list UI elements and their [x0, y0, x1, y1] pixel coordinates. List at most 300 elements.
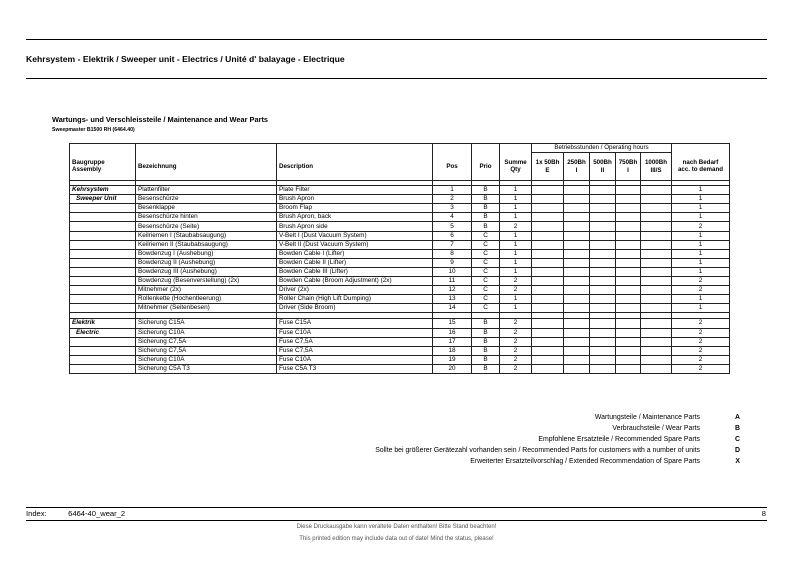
hours-cell — [616, 277, 641, 286]
col-description: Description — [277, 153, 433, 181]
bezeichnung-cell: Keilriemen II (Staubabsaugung) — [136, 240, 277, 249]
demand-cell: 2 — [672, 346, 730, 355]
bezeichnung-cell: Sicherung C10A — [136, 328, 277, 337]
legend-row — [240, 412, 740, 423]
assembly-cell — [70, 295, 136, 304]
hours-cell — [532, 319, 564, 328]
description-cell: Driver (Side Broom) — [277, 304, 433, 313]
table-row — [70, 319, 730, 328]
prio-cell: B — [472, 186, 500, 195]
legend-code: C — [735, 436, 740, 443]
qty-cell: 1 — [500, 304, 532, 313]
legend-text: Empfohlene Ersatzteile / Recommended Spare Parts — [538, 436, 700, 443]
demand-cell: 2 — [672, 277, 730, 286]
hours-cell — [532, 213, 564, 222]
hours-cell — [532, 295, 564, 304]
hours-cell — [532, 355, 564, 364]
description-cell: Fuse C7,5A — [277, 346, 433, 355]
pos-cell: 20 — [433, 364, 472, 373]
hours-cell — [641, 213, 672, 222]
demand-cell: 1 — [672, 258, 730, 267]
hours-cell — [616, 304, 641, 313]
qty-cell: 1 — [500, 195, 532, 204]
hours-cell — [641, 355, 672, 364]
footer-bottom-rule — [26, 520, 767, 521]
description-cell: V-Belt I (Dust Vacuum System) — [277, 231, 433, 240]
hours-cell — [641, 364, 672, 373]
hours-cell — [532, 277, 564, 286]
table-row — [70, 346, 730, 355]
hours-cell — [590, 328, 616, 337]
bezeichnung-cell: Besenschürze (Seite) — [136, 222, 277, 231]
hours-cell — [641, 240, 672, 249]
demand-cell: 1 — [672, 195, 730, 204]
pos-cell: 1 — [433, 186, 472, 195]
assembly-cell — [70, 267, 136, 276]
pos-cell: 13 — [433, 295, 472, 304]
footer-index — [26, 509, 125, 518]
notice-english: This printed edition may include data out of date! Mind the status, please! — [299, 536, 494, 542]
bezeichnung-cell: Besenschürze — [136, 195, 277, 204]
hours-cell — [590, 204, 616, 213]
hours-cell — [616, 328, 641, 337]
parts-table-body — [70, 144, 730, 374]
header-bottom-rule — [26, 78, 767, 79]
table-row — [70, 258, 730, 267]
hours-cell — [641, 328, 672, 337]
pos-cell: 10 — [433, 267, 472, 276]
hours-cell — [616, 249, 641, 258]
table-row — [70, 222, 730, 231]
bezeichnung-cell: Keilriemen I (Staubabsaugung) — [136, 231, 277, 240]
hours-cell — [532, 328, 564, 337]
hours-cell — [564, 277, 590, 286]
table-row — [70, 195, 730, 204]
hours-cell — [564, 337, 590, 346]
hours-cell — [641, 258, 672, 267]
prio-cell: C — [472, 249, 500, 258]
hours-cell — [616, 222, 641, 231]
hours-cell — [564, 346, 590, 355]
table-row — [70, 186, 730, 195]
bezeichnung-cell: Sicherung C15A — [136, 319, 277, 328]
section-subtitle: Sweepmaster B1500 RH (6464.40) — [52, 127, 135, 133]
prio-cell: B — [472, 213, 500, 222]
assembly-cell — [70, 304, 136, 313]
bezeichnung-cell: Besenklappe — [136, 204, 277, 213]
hours-cell — [641, 346, 672, 355]
qty-cell: 1 — [500, 204, 532, 213]
table-row — [70, 249, 730, 258]
description-cell: Roller Chain (High Lift Dumping) — [277, 295, 433, 304]
hours-cell — [616, 267, 641, 276]
legend-text: Wartungsteile / Maintenance Parts — [594, 414, 700, 421]
hours-cell — [590, 346, 616, 355]
hours-cell — [616, 213, 641, 222]
bezeichnung-cell: Besenschürze hinten — [136, 213, 277, 222]
hours-cell — [616, 286, 641, 295]
description-cell: Fuse C10A — [277, 328, 433, 337]
prio-cell: B — [472, 364, 500, 373]
demand-cell: 2 — [672, 364, 730, 373]
demand-cell: 1 — [672, 249, 730, 258]
pos-cell: 17 — [433, 337, 472, 346]
qty-cell: 1 — [500, 295, 532, 304]
hours-cell — [564, 240, 590, 249]
hours-cell — [590, 355, 616, 364]
hours-cell — [590, 267, 616, 276]
description-cell: Fuse C15A — [277, 319, 433, 328]
hours-cell — [532, 364, 564, 373]
hours-cell — [564, 295, 590, 304]
demand-cell: 1 — [672, 240, 730, 249]
legend-row — [240, 445, 740, 456]
assembly-cell — [70, 204, 136, 213]
assembly-cell — [70, 240, 136, 249]
demand-cell: 2 — [672, 337, 730, 346]
assembly-cell — [70, 355, 136, 364]
pos-cell: 8 — [433, 249, 472, 258]
assembly-label: Electric — [70, 328, 136, 337]
prio-cell: B — [472, 355, 500, 364]
legend-code: D — [735, 447, 740, 454]
hours-cell — [590, 304, 616, 313]
bezeichnung-cell: Bowdenzug I (Aushebung) — [136, 249, 277, 258]
table-row — [70, 213, 730, 222]
header-top-rule — [26, 39, 767, 40]
prio-cell: C — [472, 258, 500, 267]
hours-cell — [564, 258, 590, 267]
hours-cell — [641, 222, 672, 231]
pos-cell: 9 — [433, 258, 472, 267]
description-cell: Driver (2x) — [277, 286, 433, 295]
pos-cell: 19 — [433, 355, 472, 364]
hours-cell — [590, 364, 616, 373]
pos-cell: 14 — [433, 304, 472, 313]
prio-cell: C — [472, 277, 500, 286]
hours-cell — [590, 186, 616, 195]
hours-cell — [641, 195, 672, 204]
hours-cell — [532, 249, 564, 258]
assembly-cell — [70, 277, 136, 286]
prio-cell: C — [472, 286, 500, 295]
col-prio: Prio — [472, 153, 500, 181]
hours-cell — [564, 328, 590, 337]
hours-cell — [590, 222, 616, 231]
hours-cell — [564, 267, 590, 276]
hours-cell — [564, 195, 590, 204]
hours-cell — [616, 195, 641, 204]
prio-cell: C — [472, 295, 500, 304]
col-bezeichnung: Bezeichnung — [136, 153, 277, 181]
table-row — [70, 295, 730, 304]
prio-cell: B — [472, 204, 500, 213]
hours-cell — [641, 186, 672, 195]
table-row — [70, 364, 730, 373]
hours-cell — [564, 213, 590, 222]
col-qty: Summe Qty — [500, 153, 532, 181]
bezeichnung-cell: Plattenfilter — [136, 186, 277, 195]
qty-cell: 1 — [500, 249, 532, 258]
description-cell: Broom Flap — [277, 204, 433, 213]
demand-cell: 1 — [672, 295, 730, 304]
legend-text: Verbrauchsteile / Wear Parts — [612, 425, 700, 432]
hours-cell — [616, 204, 641, 213]
assembly-cell — [70, 222, 136, 231]
qty-cell: 1 — [500, 267, 532, 276]
qty-cell: 2 — [500, 286, 532, 295]
hours-cell — [641, 319, 672, 328]
prio-cell: B — [472, 222, 500, 231]
col-750bh: 750Bh I — [616, 153, 641, 181]
col-demand: nach Bedarf acc. to demand — [672, 153, 730, 181]
hours-cell — [616, 346, 641, 355]
table-row — [70, 286, 730, 295]
prio-cell: B — [472, 346, 500, 355]
demand-cell: 2 — [672, 328, 730, 337]
hours-cell — [616, 364, 641, 373]
hours-cell — [590, 249, 616, 258]
header-title: Kehrsystem - Elektrik / Sweeper unit - Electrics / Unité d' balayage - Electrique — [26, 54, 345, 64]
hours-cell — [564, 222, 590, 231]
bezeichnung-cell: Rollenkette (Hochentleerung) — [136, 295, 277, 304]
bezeichnung-cell: Bowdenzug III (Aushebung) — [136, 267, 277, 276]
qty-cell: 1 — [500, 213, 532, 222]
hours-cell — [616, 337, 641, 346]
footer-top-rule — [26, 507, 767, 508]
hours-cell — [564, 355, 590, 364]
hours-cell — [616, 258, 641, 267]
index-value: 6464-40_wear_2 — [68, 509, 126, 518]
qty-cell: 2 — [500, 337, 532, 346]
legend-row — [240, 423, 740, 434]
table-row — [70, 267, 730, 276]
assembly-cell — [70, 231, 136, 240]
hours-cell — [564, 319, 590, 328]
pos-cell: 18 — [433, 346, 472, 355]
demand-cell: 1 — [672, 186, 730, 195]
bezeichnung-cell: Mitnehmer (Seitenbesen) — [136, 304, 277, 313]
bezeichnung-cell: Bowdenzug (Besenverstellung) (2x) — [136, 277, 277, 286]
col-pos: Pos — [433, 153, 472, 181]
prio-cell: B — [472, 319, 500, 328]
notice-german: Diese Druckausgabe kann veraltete Daten enthalten! Bitte Stand beachten! — [296, 524, 497, 530]
bezeichnung-cell: Sicherung C7,5A — [136, 337, 277, 346]
hours-cell — [532, 304, 564, 313]
description-cell: Fuse C5A T3 — [277, 364, 433, 373]
demand-cell: 2 — [672, 222, 730, 231]
col-assembly: Baugruppe Assembly — [70, 153, 136, 181]
hours-cell — [641, 286, 672, 295]
hours-cell — [616, 319, 641, 328]
description-cell: Bowden Cable (Broom Adjustment) (2x) — [277, 277, 433, 286]
table-header-row-group — [70, 144, 730, 153]
prio-cell: B — [472, 195, 500, 204]
hours-cell — [532, 240, 564, 249]
pos-cell: 11 — [433, 277, 472, 286]
hours-cell — [532, 222, 564, 231]
bezeichnung-cell: Sicherung C5A T3 — [136, 364, 277, 373]
table-row — [70, 277, 730, 286]
assembly-cell — [70, 213, 136, 222]
description-cell: Brush Apron — [277, 195, 433, 204]
hours-cell — [564, 286, 590, 295]
pos-cell: 4 — [433, 213, 472, 222]
hours-cell — [616, 240, 641, 249]
demand-cell: 1 — [672, 304, 730, 313]
description-cell: V-Belt II (Dust Vacuum System) — [277, 240, 433, 249]
hours-cell — [564, 204, 590, 213]
hours-cell — [590, 295, 616, 304]
pos-cell: 15 — [433, 319, 472, 328]
description-cell: Fuse C10A — [277, 355, 433, 364]
assembly-label: Elektrik — [70, 319, 136, 328]
operating-hours-header: Betriebsstunden / Operating hours — [532, 144, 672, 153]
hours-cell — [590, 319, 616, 328]
bezeichnung-cell: Bowdenzug II (Aushebung) — [136, 258, 277, 267]
description-cell: Plate Filter — [277, 186, 433, 195]
hours-cell — [616, 231, 641, 240]
assembly-cell — [70, 346, 136, 355]
pos-cell: 3 — [433, 204, 472, 213]
legend-code: X — [735, 458, 740, 465]
hours-cell — [590, 337, 616, 346]
hours-cell — [564, 364, 590, 373]
hours-cell — [532, 337, 564, 346]
pos-cell: 6 — [433, 231, 472, 240]
legend-code: A — [735, 414, 740, 421]
section-title: Wartungs- und Verschleissteile / Maintenance and Wear Parts — [52, 115, 269, 124]
qty-cell: 2 — [500, 355, 532, 364]
assembly-cell — [70, 286, 136, 295]
hours-cell — [564, 304, 590, 313]
legend-row — [240, 434, 740, 445]
table-row — [70, 328, 730, 337]
pos-cell: 16 — [433, 328, 472, 337]
demand-cell: 1 — [672, 267, 730, 276]
prio-cell: C — [472, 231, 500, 240]
legend-code: B — [735, 425, 740, 432]
description-cell: Fuse C7,5A — [277, 337, 433, 346]
assembly-cell — [70, 364, 136, 373]
bezeichnung-cell: Sicherung C10A — [136, 355, 277, 364]
index-label: Index: — [26, 509, 47, 518]
demand-cell: 2 — [672, 355, 730, 364]
hours-cell — [532, 186, 564, 195]
description-cell: Brush Apron side — [277, 222, 433, 231]
hours-cell — [564, 186, 590, 195]
hours-cell — [641, 337, 672, 346]
pos-cell: 7 — [433, 240, 472, 249]
parts-table — [69, 143, 730, 374]
hours-cell — [532, 258, 564, 267]
qty-cell: 2 — [500, 222, 532, 231]
hours-cell — [532, 231, 564, 240]
hours-cell — [641, 231, 672, 240]
assembly-label: Kehrsystem — [70, 186, 136, 195]
table-row — [70, 231, 730, 240]
prio-cell: C — [472, 240, 500, 249]
description-cell: Bowden Cable I (Lifter) — [277, 249, 433, 258]
pos-cell: 12 — [433, 286, 472, 295]
hours-cell — [590, 231, 616, 240]
table-row — [70, 204, 730, 213]
pos-cell: 5 — [433, 222, 472, 231]
col-250bh: 250Bh I — [564, 153, 590, 181]
legend-row — [240, 456, 740, 467]
hours-cell — [532, 204, 564, 213]
hours-cell — [564, 249, 590, 258]
hours-cell — [590, 195, 616, 204]
prio-cell: B — [472, 328, 500, 337]
hours-cell — [616, 355, 641, 364]
demand-cell: 1 — [672, 231, 730, 240]
priority-legend — [240, 412, 740, 467]
hours-cell — [641, 204, 672, 213]
table-row — [70, 337, 730, 346]
hours-cell — [590, 277, 616, 286]
legend-text: Erweiterter Ersatzteilvorschlag / Extended Recommendation of Spare Parts — [470, 458, 700, 465]
hours-cell — [532, 346, 564, 355]
table-row — [70, 240, 730, 249]
hours-cell — [590, 213, 616, 222]
table-header-row — [70, 153, 730, 181]
col-1000bh: 1000Bh III/S — [641, 153, 672, 181]
page-number: 8 — [761, 509, 766, 518]
demand-cell: 1 — [672, 213, 730, 222]
hours-cell — [641, 304, 672, 313]
demand-cell: 1 — [672, 204, 730, 213]
qty-cell: 1 — [500, 186, 532, 195]
legend-text: Sollte bei größerer Gerätezahl vorhanden sein / Recommended Parts for customers with a number of units — [375, 447, 700, 454]
table-row — [70, 304, 730, 313]
demand-cell: 2 — [672, 286, 730, 295]
hours-cell — [641, 295, 672, 304]
hours-cell — [532, 286, 564, 295]
pos-cell: 2 — [433, 195, 472, 204]
hours-cell — [641, 267, 672, 276]
hours-cell — [616, 295, 641, 304]
bezeichnung-cell: Sicherung C7,5A — [136, 346, 277, 355]
hours-cell — [590, 258, 616, 267]
qty-cell: 1 — [500, 240, 532, 249]
qty-cell: 2 — [500, 277, 532, 286]
hours-cell — [564, 231, 590, 240]
hours-cell — [641, 249, 672, 258]
prio-cell: B — [472, 337, 500, 346]
hours-cell — [532, 267, 564, 276]
assembly-cell — [70, 249, 136, 258]
prio-cell: C — [472, 304, 500, 313]
qty-cell: 2 — [500, 328, 532, 337]
hours-cell — [641, 277, 672, 286]
assembly-label: Sweeper Unit — [70, 195, 136, 204]
table-row — [70, 355, 730, 364]
demand-cell: 2 — [672, 319, 730, 328]
col-50bh: 1x 50Bh E — [532, 153, 564, 181]
hours-cell — [590, 286, 616, 295]
qty-cell: 2 — [500, 319, 532, 328]
hours-cell — [532, 195, 564, 204]
col-500bh: 500Bh II — [590, 153, 616, 181]
assembly-cell — [70, 337, 136, 346]
qty-cell: 1 — [500, 231, 532, 240]
hours-cell — [590, 240, 616, 249]
qty-cell: 1 — [500, 258, 532, 267]
hours-cell — [616, 186, 641, 195]
bezeichnung-cell: Mitnehmer (2x) — [136, 286, 277, 295]
qty-cell: 2 — [500, 364, 532, 373]
